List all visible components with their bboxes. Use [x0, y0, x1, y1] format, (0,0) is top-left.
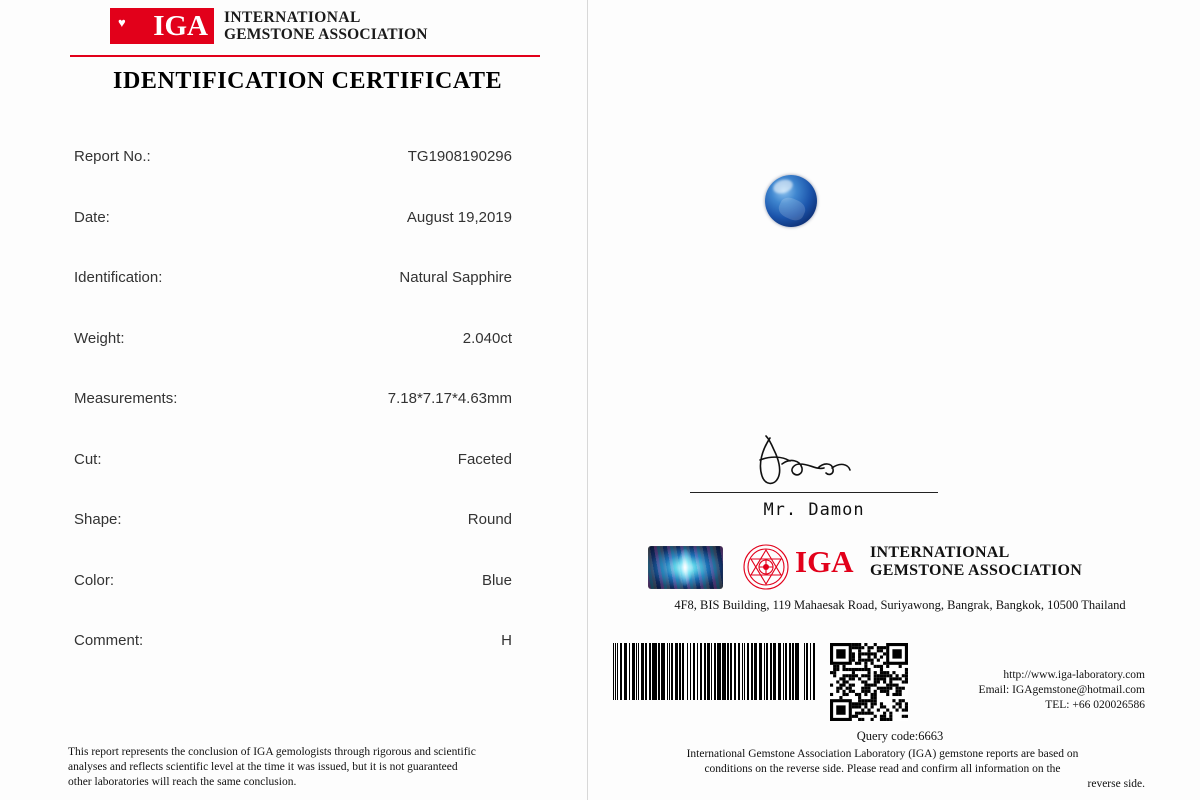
footer-organization-name [870, 544, 1082, 580]
table-row [70, 451, 512, 512]
query-code: Query code:6663 [856, 729, 944, 743]
signature-line [690, 492, 938, 493]
email-address: Email: IGAgemstone@hotmail.com [978, 684, 1145, 696]
field-label: Color: [74, 571, 115, 589]
hologram-sticker [648, 546, 723, 589]
iga-logo-letters: IGA [153, 10, 208, 42]
table-row [70, 390, 512, 451]
left-disclaimer-line1: This report represents the conclusion of IGA gemologists through rigorous and scientific [68, 746, 476, 758]
table-row [70, 330, 512, 391]
barcode [613, 643, 815, 700]
gem-facets-overlay [765, 175, 817, 227]
contact-info [930, 668, 1145, 713]
organization-name-line1: INTERNATIONAL [224, 9, 361, 26]
field-value: 7.18*7.17*4.63mm [387, 390, 512, 407]
field-value: August 19,2019 [406, 208, 512, 226]
footer-organization-line1: INTERNATIONAL [870, 544, 1010, 561]
heart-icon: ♥ [118, 15, 126, 30]
iga-logo [70, 8, 540, 44]
table-row [70, 632, 512, 693]
field-value: Round [467, 511, 512, 528]
field-label: Weight: [74, 329, 125, 347]
organization-name [224, 9, 428, 43]
field-value: 2.040ct [462, 329, 512, 347]
field-value: Faceted [457, 450, 512, 468]
field-label: Date: [74, 208, 110, 226]
field-label: Identification: [74, 269, 163, 286]
right-disclaimer-line2: conditions on the reverse side. Please read and confirm all information on the [704, 763, 1061, 775]
right-disclaimer [620, 747, 1145, 792]
table-row [70, 148, 512, 209]
field-label: Shape: [74, 511, 122, 528]
field-label: Report No.: [74, 148, 151, 165]
gemstone-photo [765, 175, 821, 231]
field-value: TG1908190296 [407, 148, 512, 165]
table-row [70, 572, 512, 633]
field-label: Comment: [74, 632, 144, 649]
page-title: IDENTIFICATION CERTIFICATE [113, 68, 503, 94]
iga-logo-mark [110, 8, 214, 44]
field-label: Measurements: [74, 390, 178, 407]
header-divider-rule [70, 55, 540, 57]
report-field-list [70, 148, 512, 693]
right-disclaimer-line1: International Gemstone Association Laboratory (IGA) gemstone reports are based on [686, 748, 1079, 760]
table-row [70, 511, 512, 572]
signature-svg [690, 430, 940, 500]
table-row [70, 269, 512, 330]
left-disclaimer-line3: other laboratories will reach the same conclusion. [68, 776, 297, 788]
right-disclaimer-line3: reverse side. [1087, 778, 1145, 790]
footer-iga-letters: IGA [795, 544, 854, 579]
table-row [70, 209, 512, 270]
signature-mark [690, 430, 940, 500]
field-value: H [501, 632, 512, 649]
left-disclaimer-line2: analyses and reflects scientific level at the time it was issued, but it is not guaranteed [68, 761, 458, 773]
certificate-header [70, 8, 540, 44]
column-divider [587, 0, 588, 800]
left-disclaimer [68, 745, 548, 790]
sapphire-image [765, 175, 817, 227]
qr-code [830, 643, 908, 721]
lab-address: 4F8, BIS Building, 119 Mahaesak Road, Suriyawong, Bangrak, Bangkok, 10500 Thailand [674, 598, 1126, 612]
field-label: Cut: [74, 450, 102, 468]
field-value: Natural Sapphire [399, 269, 512, 286]
field-value: Blue [481, 571, 512, 589]
signer-name: Mr. Damon [763, 500, 865, 520]
telephone-number: TEL: +66 020026586 [1045, 699, 1145, 711]
website-url: http://www.iga-laboratory.com [1003, 669, 1145, 681]
iga-emblem-icon [742, 543, 790, 591]
organization-name-line2: GEMSTONE ASSOCIATION [224, 26, 428, 43]
footer-organization-line2: GEMSTONE ASSOCIATION [870, 562, 1083, 579]
